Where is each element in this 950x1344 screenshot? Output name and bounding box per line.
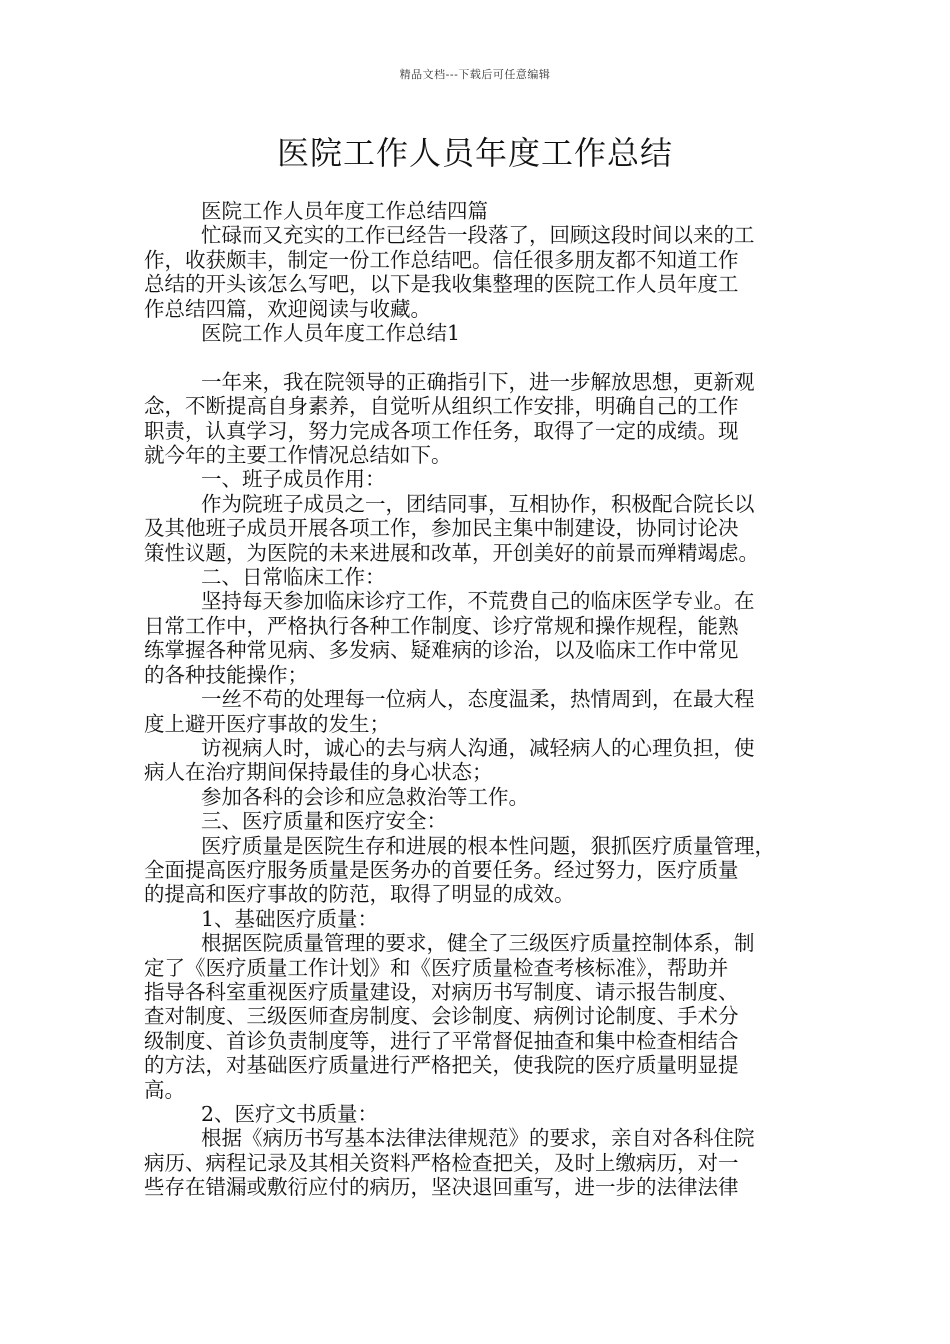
page-header-note: 精品文档---下载后可任意编辑 [399,68,551,81]
text-line: 就今年的主要工作情况总结如下。 [144,443,452,468]
text-line: 一、班子成员作用： [201,467,386,492]
text-line: 高。 [144,1077,185,1102]
text-line: 指导各科室重视医疗质量建设，对病历书写制度、请示报告制度、 [144,979,739,1004]
text-line: 病人在治疗期间保持最佳的身心状态； [144,760,493,785]
text-line: 1、基础医疗质量： [201,906,379,931]
text-line: 医疗质量是医院生存和进展的根本性问题，狠抓医疗质量管理， [201,833,775,858]
text-line: 及其他班子成员开展各项工作，参加民主集中制建设，协同讨论决 [144,516,739,541]
text-line: 忙碌而又充实的工作已经告一段落了，回顾这段时间以来的工 [201,223,755,248]
blank-line [144,345,810,369]
text-line: 一年来，我在院领导的正确指引下，进一步解放思想，更新观 [201,369,755,394]
text-line: 定了《医疗质量工作计划》和《医疗质量检查考核标准》，帮助并 [144,955,729,980]
text-line: 全面提高医疗服务质量是医务办的首要任务。经过努力，医疗质量 [144,857,739,882]
text-line: 总结的开头该怎么写吧，以下是我收集整理的医院工作人员年度工 [144,272,739,297]
text-line: 2、医疗文书质量： [201,1102,379,1127]
text-line: 医院工作人员年度工作总结1 [201,321,461,346]
text-line: 三、医疗质量和医疗安全： [201,809,447,834]
text-line: 一丝不苟的处理每一位病人，态度温柔，热情周到，在最大程 [201,687,755,712]
text-line: 医院工作人员年度工作总结四篇 [201,199,488,223]
text-line: 作总结四篇，欢迎阅读与收藏。 [144,296,431,321]
text-line: 策性议题，为医院的未来进展和改革，开创美好的前景而殚精竭虑。 [144,540,759,565]
text-line: 作为院班子成员之一，团结同事，互相协作，积极配合院长以 [201,491,755,516]
text-line: 参加各科的会诊和应急救治等工作。 [201,784,529,809]
text-line: 根据医院质量管理的要求，健全了三级医疗质量控制体系，制 [201,931,755,956]
text-line: 的各种技能操作； [144,662,308,687]
text-line: 根据《病历书写基本法律法律规范》的要求，亲自对各科住院 [201,1126,755,1151]
text-line: 练掌握各种常见病、多发病、疑难病的诊治，以及临床工作中常见 [144,638,739,663]
text-line: 查对制度、三级医师查房制度、会诊制度、病例讨论制度、手术分 [144,1004,739,1029]
text-line: 二、日常临床工作： [201,565,386,590]
text-line: 些存在错漏或敷衍应付的病历，坚决退回重写，进一步的法律法律 [144,1175,739,1200]
text-line: 的提高和医疗事故的防范，取得了明显的成效。 [144,882,575,907]
text-line: 念，不断提高自身素养，自觉听从组织工作安排，明确自己的工作 [144,394,739,419]
text-line: 职责，认真学习，努力完成各项工作任务，取得了一定的成绩。现 [144,418,739,443]
text-line: 病历、病程记录及其相关资料严格检查把关，及时上缴病历，对一 [144,1150,739,1175]
text-line: 坚持每天参加临床诊疗工作，不荒费自己的临床医学专业。在 [201,589,755,614]
text-line: 作，收获颇丰，制定一份工作总结吧。信任很多朋友都不知道工作 [144,247,739,272]
text-line: 级制度、首诊负责制度等，进行了平常督促抽查和集中检查相结合 [144,1028,739,1053]
document-body [144,199,810,1200]
text-line: 度上避开医疗事故的发生； [144,711,390,736]
text-line: 日常工作中，严格执行各种工作制度、诊疗常规和操作规程，能熟 [144,613,739,638]
text-line: 的方法，对基础医疗质量进行严格把关，使我院的医疗质量明显提 [144,1053,739,1078]
text-line: 访视病人时，诚心的去与病人沟通，减轻病人的心理负担，使 [201,735,755,760]
document-title: 医院工作人员年度工作总结 [276,134,673,172]
